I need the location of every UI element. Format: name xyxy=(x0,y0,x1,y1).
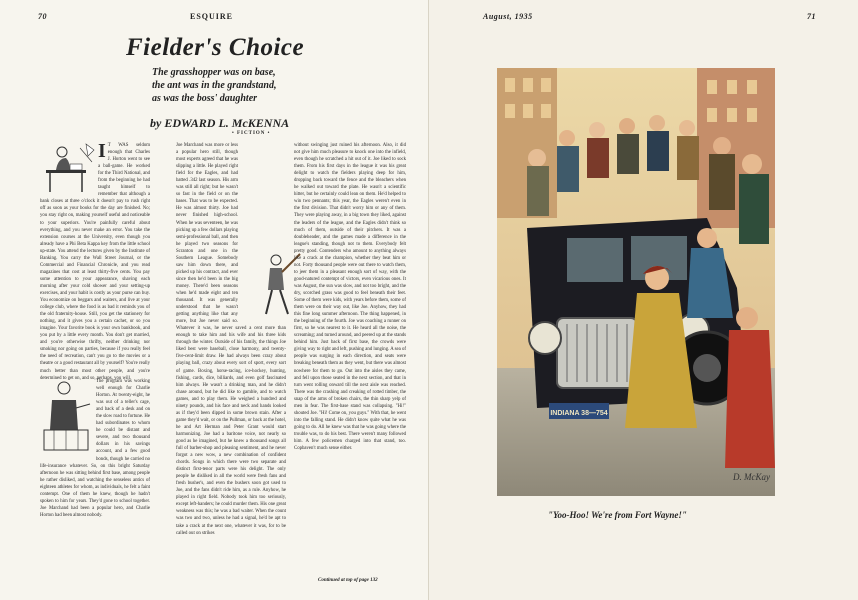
illustration-wrap xyxy=(40,142,98,196)
byline: by EDWARD L. McKENNA xyxy=(150,116,290,130)
illustration-wrap-2 xyxy=(40,378,96,456)
page-number-right: 71 xyxy=(807,12,816,21)
illustration-caption: "Yoo-Hoo! We're from Fort Wayne!" xyxy=(548,510,687,520)
magazine-name: ESQUIRE xyxy=(190,12,234,21)
issue-date: August, 1935 xyxy=(483,12,533,21)
license-plate-text: INDIANA 38—754 xyxy=(550,410,608,417)
section-kicker: • FICTION • xyxy=(232,131,271,136)
illustration-wrap-3 xyxy=(238,250,286,322)
story-title: Fielder's Choice xyxy=(126,34,305,61)
drop-cap: I xyxy=(98,140,106,162)
main-illustration xyxy=(497,68,775,496)
column-1-bottom-text: The program was working well enough for Charlie Horton. At twenty-eight, he was out of a teller's cage, and back of a desk and on the slow road to fortune. He had subordinates to whom he could be distant and severe, and two thousand dollars in his savings account, and a few good bonds, though he carried no life-insurance whatever. So, on this bright Saturday afternoon he was sitting behind first base, among people he rather disliked, and watching the senseless antics of eighteen athletes for whom, as individuals, he felt a faint contempt. One of them he knew, though he hadn't spoken to him for years. They'd gone to school together. Joe Marchand had been a popular hero, and Charlie Horton had been almost nobody. xyxy=(40,379,150,518)
column-2-text: Joe Marchand was more or less a popular hero still, though most experts agreed that he was slipping a little. He played right field for the Eagles, and had batted .342 last season. His arm was still all right; but he wasn't so fast in the field or on the bases. That was to be expected. He was almost thirty. Joe had never finished high-school. When he was seventeen, he was picking up a few dollars playing semi-professional ball, and then he played two seasons for Scranton and one in the Southern League. Somebody saw him down there, and picked up his contract, and ever since then he'd been in the big money. There'd been seasons when he'd made eight and ten thousand. It was generally understood that he wasn't getting anything like that any more, but Joe never said so. Whatever it was, he never saved a cent more than enough to take him and his wife and his three kids through the winter. Outside of his family, the things Joe liked best were baseball, close harmony, and twenty-five-cent-limit draw. He had always been crazy about playing ball, crazy about every sort of sport, every sort of game. Boxing, horse-racing, ice-hockey, hunting, fishing, cards, dice, billiards, and even golf fascinated him always. He wasn't a drinking man, and he didn't chase around, but he did like to gamble, and to watch games, and to play them. He weighed a hundred and ninety pounds, and his face and neck and hands looked as if they'd been dipped in some brown stain. After a game they'd wait, or on the Pullman, or back at the hotel, he and Art Herman and Peter Grant would start harmonizing. Joe had a baritone voice, not nearly so good as he imagined, but he knew a thousand songs all full of barber-shop and pleasing sentiment, and he never forgot a new wow, a new combination of confident chords. Songs in which there were two separate and distinct first-tenor parts were his delight. The only people he disliked in all the world were fresh fans and fresh busher's, and even the bushers soon got used to Joe, and the fans didn't ride him, as a rule. Anyhow, he played in right field. Nobody took him too seriously, except left-handers; he could murder them. His one great weakness was this; he was a bad waiter. When the count was two and two, unless he had a signal, he'd be apt to take a crack at the next one, whatever it was, for to be called out on strikes xyxy=(176,143,286,536)
story-deck: The grasshopper was on base, the ant was in the grandstand, as was the boss' daughter xyxy=(152,67,277,104)
artist-signature: D. McKay xyxy=(733,472,770,482)
text-column-1 xyxy=(40,140,150,381)
page-number-left: 70 xyxy=(38,12,47,21)
continued-note: Continued at top of page 132 xyxy=(318,578,378,583)
text-column-1-bottom xyxy=(40,378,150,576)
column-3-text: without swinging just ruined his afternoon. Also, it did not give him much pleasure to knock one into the infield, even though he scratched a hit out of it. Joe liked to sock them. From his first days in the league it was his great delight to watch the fielders playing deep for him, dropping back toward the fence and the bleachers when he walked out toward the plate. He wasn't a scientific hitter, but he certainly could lean on them. He'd helped to win two pennants; this year, the Eagles weren't even in the first division. That didn't worry him or any of them. They were playing away, in a big town they liked, against the leaders of the league, and the Eagles didn't think so much of them, outside of their pitchers. It was a doubleheader, and the games made a difference in the league's standing, though not to them. Everybody felt pretty good. Contenders who amount to anything always like a crack at the champion, whether they beat him or not. Forty thousand people were out there to watch them, to jeer them in a pleasant enough sort of way, with the good-natured contempt of victors, even vicarious ones. It was August, the sun was slow, and not too bright, and the dry, scorched grass was good to feel beneath their feet. Some of them were kids, with years before them, some of them were on their way out, like Joe. Anyhow, they had this fine long summer afternoon. The thing happened, in the beginning of the fourth. Joe was coaching a runner on first, so he was nearest to it. He heard all the noise, the screaming; and turned around, and peered up at the stands behind him. Just back of first base, the crowds were giving way to right and left, pushing and lunging. A sea of people was surging in each direction, and seats were breaking beneath them as they went, but there was almost nowhere for them to go. Out into the aisles they came, and fell upon those seated in the next section, and that in turn went rolling onward till the next aisle was reached. There was the crashing and creaking of rotted timber, the snap of the arms of broken chairs, the thin sharp yelp of men in fear. The first-base stand was collapsing. "Hi!" shouted Joe. "Hi! Come on, you guys." With that, he went into the falling stand. He didn't know quite what he was going to do. All he knew was that he was going where the trouble was, to do his best. There weren't many followed him. A few policemen charged into that stand, too. Copbaven't much sense either. xyxy=(294,143,406,452)
text-column-3 xyxy=(294,142,406,576)
column-1-text: T WAS seldom enough that Charles J. Horton went to see a ball-game. He worked for the Third National, and from the beginning he had taught himself to remember that although a bank closes at three o'clock it doesn't pay to rush right off as soon as your books for the day are finished. No; you stay right on, making yourself useful and noticeable to your superiors. You're painfully careful about everything, and you never make an error. You take the extension courses at the University, even though you already have a Phi Beta Kappa key from the little school up-state. You attend the lectures given by the Institute of Banking. You carry the Wall Street Journal, or the Commercial and Financial Chronicle, and you read magazines that cost at least thirty-five cents. You pay some attention to your appearance, shaving each morning after your cold shower and your setting-up exercises, and your habit is costly as your purse can buy. You economize on beggars and waiters, and live at your college club, where the food is as bad it reminds you of the old fraternity-house. Still, you get the stationery for nothing, and it gives you a certain cachet, or so you imagine. Your favorite book is your own bankbook, and you put by a little every month. You don't get married, and you're otherwise thrifty, neither drinking nor smoking nor going on parties, because if you really feel the need of recreation, can't you go to the movies or a theatre or a good restaurant all by yourself? You're really much better than most other people, and you're determined to get on, and so, perhaps, you will. xyxy=(40,143,150,381)
text-column-2 xyxy=(176,142,286,578)
